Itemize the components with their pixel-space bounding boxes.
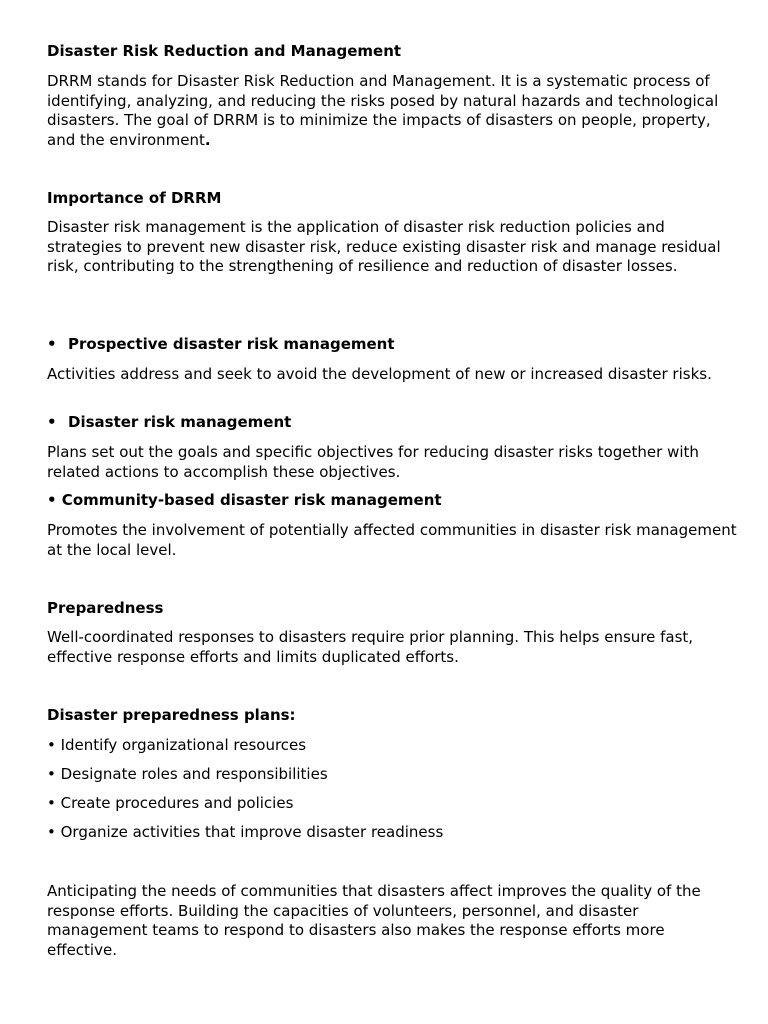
plans-heading: Disaster preparedness plans:	[47, 706, 296, 724]
list-item: • Organize activities that improve disaster readiness	[47, 823, 444, 841]
cbdrm-heading: • Community-based disaster risk management	[47, 491, 442, 509]
drm-heading-text: Disaster risk management	[68, 413, 292, 431]
cbdrm-paragraph: Promotes the involvement of potentially affected communities in disaster risk management at the local level.	[47, 521, 737, 559]
document-title: Disaster Risk Reduction and Management	[47, 42, 402, 60]
prospective-heading-text: Prospective disaster risk management	[68, 335, 395, 353]
closing-paragraph: Anticipating the needs of communities that disasters affect improves the quality of the response efforts. Building the capacities of volunteers, personnel, and disaster management teams to respond to disasters also makes the response efforts more effective.	[47, 882, 701, 959]
list-item: • Create procedures and policies	[47, 794, 294, 812]
drm-heading	[47, 413, 737, 433]
importance-heading: Importance of DRRM	[47, 189, 222, 207]
intro-period: .	[204, 130, 211, 149]
preparedness-heading: Preparedness	[47, 599, 164, 617]
preparedness-paragraph: Well-coordinated responses to disasters require prior planning. This helps ensure fast, effective response efforts and limits duplicated efforts.	[47, 628, 694, 666]
list-item: • Identify organizational resources	[47, 736, 307, 754]
prospective-heading	[47, 335, 737, 355]
drm-paragraph: Plans set out the goals and specific objectives for reducing disaster risks together with related actions to accomplish these objectives.	[47, 443, 699, 481]
bullet-icon: •	[47, 413, 57, 431]
list-item: • Designate roles and responsibilities	[47, 765, 328, 783]
prospective-paragraph: Activities address and seek to avoid the development of new or increased disaster risks.	[47, 365, 712, 383]
importance-paragraph: Disaster risk management is the application of disaster risk reduction policies and strategies to prevent new disaster risk, reduce existing disaster risk and manage residual risk, contributing to the strengthening of resilience and reduction of disaster losses.	[47, 218, 721, 275]
intro-paragraph	[47, 72, 737, 150]
bullet-icon: •	[47, 335, 57, 353]
intro-text: DRRM stands for Disaster Risk Reduction and Management. It is a systematic process of identifying, analyzing, and reducing the risks posed by natural hazards and technological disasters. The goal of DRRM is to minimize the impacts of disasters on people, property, and the environment	[47, 72, 719, 149]
